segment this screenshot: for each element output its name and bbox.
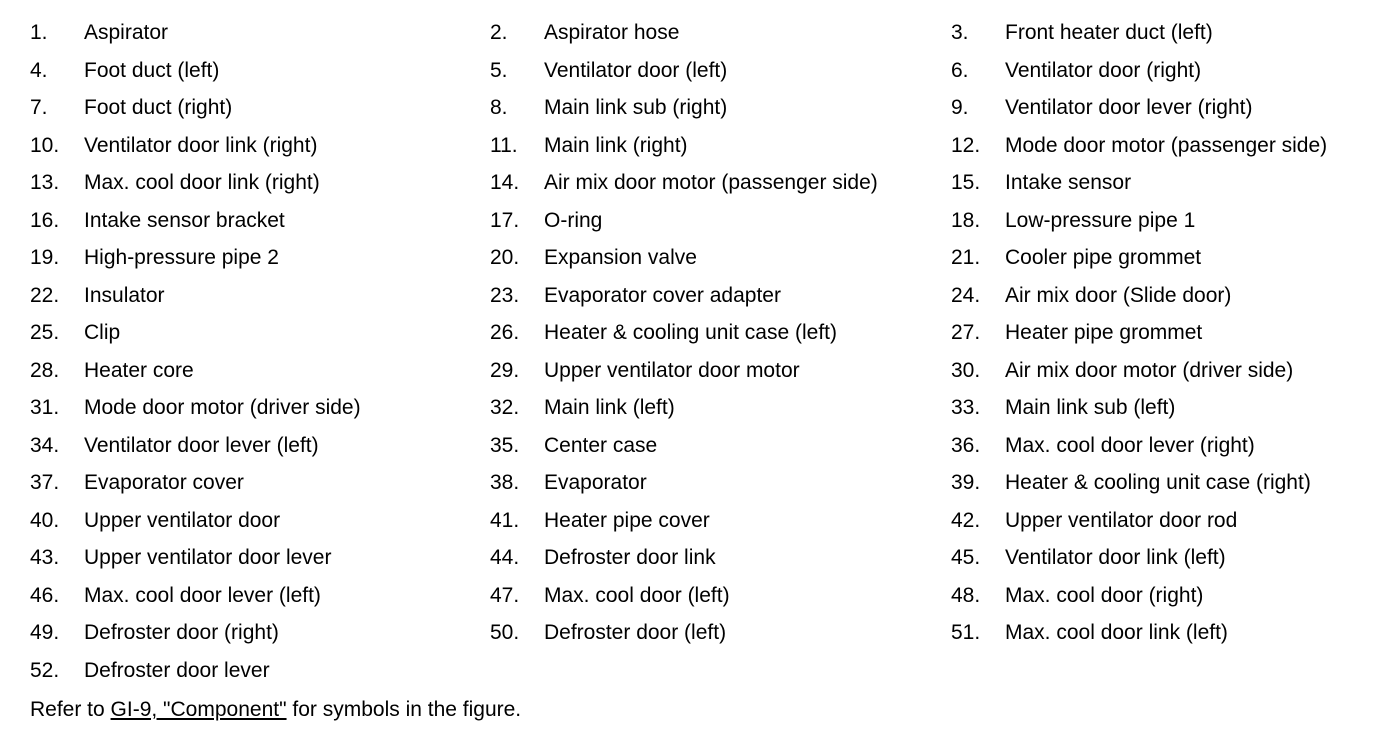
part-number: 42.	[951, 508, 981, 532]
parts-row	[0, 539, 1392, 577]
part-number: 9.	[951, 96, 969, 119]
part-name: Defroster door lever	[84, 658, 270, 682]
part-name: Expansion valve	[544, 246, 697, 269]
part-name: Heater & cooling unit case (left)	[544, 321, 837, 344]
parts-row	[0, 89, 1392, 127]
part-number: 10.	[30, 133, 60, 157]
part-name: Ventilator door (right)	[1005, 58, 1202, 82]
parts-row	[0, 389, 1392, 427]
part-name: Heater core	[84, 358, 194, 382]
part-number: 40.	[30, 508, 60, 532]
parts-row	[0, 352, 1392, 390]
part-number: 25.	[30, 321, 60, 344]
part-number: 12.	[951, 133, 981, 157]
part-name: Aspirator hose	[544, 21, 680, 44]
part-name: Max. cool door (right)	[1005, 583, 1204, 607]
part-number: 47.	[490, 583, 520, 607]
part-number: 35.	[490, 433, 520, 457]
parts-row	[0, 464, 1392, 502]
part-name: Evaporator cover adapter	[544, 283, 781, 307]
part-number: 3.	[951, 21, 969, 44]
part-name: Ventilator door link (right)	[84, 133, 318, 157]
part-number: 8.	[490, 96, 508, 119]
reference-link[interactable]: GI-9, "Component"	[110, 698, 287, 721]
parts-row	[0, 577, 1392, 615]
parts-row	[0, 239, 1392, 277]
part-name: Front heater duct (left)	[1005, 21, 1213, 44]
part-number: 22.	[30, 283, 60, 307]
part-name: Insulator	[84, 283, 165, 307]
part-number: 46.	[30, 583, 60, 607]
part-number: 1.	[30, 21, 48, 44]
parts-row	[0, 502, 1392, 540]
reference-note	[30, 691, 521, 728]
part-number: 31.	[30, 396, 60, 419]
parts-row	[0, 614, 1392, 652]
part-number: 33.	[951, 396, 981, 419]
part-number: 18.	[951, 208, 981, 232]
parts-row	[0, 277, 1392, 315]
part-name: Max. cool door link (right)	[84, 171, 320, 194]
part-name: Mode door motor (driver side)	[84, 396, 361, 419]
parts-row	[0, 314, 1392, 352]
part-number: 27.	[951, 321, 981, 344]
part-number: 43.	[30, 546, 60, 569]
part-name: Heater pipe grommet	[1005, 321, 1203, 344]
part-number: 20.	[490, 246, 520, 269]
part-number: 11.	[490, 133, 518, 157]
part-number: 16.	[30, 208, 60, 232]
part-number: 41.	[490, 508, 520, 532]
part-name: Center case	[544, 433, 658, 457]
part-number: 44.	[490, 546, 520, 569]
part-name: Max. cool door (left)	[544, 583, 730, 607]
part-name: Cooler pipe grommet	[1005, 246, 1202, 269]
part-number: 2.	[490, 21, 508, 44]
part-name: Ventilator door link (left)	[1005, 546, 1226, 569]
part-name: Air mix door (Slide door)	[1005, 283, 1232, 307]
part-name: O-ring	[544, 208, 603, 232]
part-name: Clip	[84, 321, 121, 344]
part-name: Main link sub (right)	[544, 96, 728, 119]
parts-list	[0, 14, 1392, 689]
part-name: Defroster door link	[544, 546, 716, 569]
part-name: Intake sensor bracket	[84, 208, 285, 232]
part-name: Foot duct (right)	[84, 96, 233, 119]
part-name: Max. cool door lever (right)	[1005, 433, 1255, 457]
part-number: 50.	[490, 621, 520, 644]
part-number: 51.	[951, 621, 981, 644]
part-name: Intake sensor	[1005, 171, 1132, 194]
part-number: 24.	[951, 283, 981, 307]
part-name: Air mix door motor (driver side)	[1005, 358, 1294, 382]
parts-row	[0, 52, 1392, 90]
part-number: 7.	[30, 96, 48, 119]
parts-row	[0, 427, 1392, 465]
part-number: 36.	[951, 433, 981, 457]
part-number: 32.	[490, 396, 520, 419]
part-name: Heater pipe cover	[544, 508, 710, 532]
part-name: Upper ventilator door rod	[1005, 508, 1238, 532]
part-number: 4.	[30, 58, 48, 82]
part-name: Max. cool door lever (left)	[84, 583, 321, 607]
part-number: 49.	[30, 621, 60, 644]
part-name: Upper ventilator door lever	[84, 546, 332, 569]
part-number: 21.	[951, 246, 981, 269]
parts-row	[0, 127, 1392, 165]
part-name: High-pressure pipe 2	[84, 246, 279, 269]
part-number: 19.	[30, 246, 60, 269]
part-name: Defroster door (left)	[544, 621, 727, 644]
part-name: Upper ventilator door	[84, 508, 281, 532]
part-number: 37.	[30, 471, 60, 494]
part-number: 39.	[951, 471, 981, 494]
part-name: Main link (left)	[544, 396, 675, 419]
part-number: 23.	[490, 283, 520, 307]
part-number: 29.	[490, 358, 520, 382]
part-number: 17.	[490, 208, 520, 232]
part-number: 34.	[30, 433, 60, 457]
part-number: 45.	[951, 546, 981, 569]
part-number: 38.	[490, 471, 520, 494]
part-name: Low-pressure pipe 1	[1005, 208, 1196, 232]
part-name: Ventilator door lever (left)	[84, 433, 319, 457]
part-number: 48.	[951, 583, 981, 607]
part-name: Main link (right)	[544, 133, 688, 157]
part-number: 30.	[951, 358, 981, 382]
part-number: 26.	[490, 321, 520, 344]
part-name: Ventilator door (left)	[544, 58, 728, 82]
part-name: Heater & cooling unit case (right)	[1005, 471, 1311, 494]
parts-row	[0, 164, 1392, 202]
parts-row	[0, 652, 1392, 690]
part-name: Max. cool door link (left)	[1005, 621, 1228, 644]
part-name: Evaporator cover	[84, 471, 244, 494]
part-number: 13.	[30, 171, 60, 194]
part-number: 5.	[490, 58, 508, 82]
part-name: Evaporator	[544, 471, 647, 494]
part-name: Defroster door (right)	[84, 621, 279, 644]
part-name: Ventilator door lever (right)	[1005, 96, 1253, 119]
parts-row	[0, 14, 1392, 52]
part-name: Aspirator	[84, 21, 169, 44]
part-number: 52.	[30, 658, 60, 682]
part-name: Upper ventilator door motor	[544, 358, 800, 382]
part-name: Mode door motor (passenger side)	[1005, 133, 1328, 157]
reference-suffix: for symbols in the figure.	[286, 698, 522, 721]
reference-prefix: Refer to	[30, 698, 111, 721]
part-number: 28.	[30, 358, 60, 382]
part-number: 15.	[951, 171, 981, 194]
part-name: Foot duct (left)	[84, 58, 220, 82]
parts-row	[0, 202, 1392, 240]
part-name: Main link sub (left)	[1005, 396, 1176, 419]
part-number: 6.	[951, 58, 969, 82]
part-name: Air mix door motor (passenger side)	[544, 171, 878, 194]
part-number: 14.	[490, 171, 520, 194]
